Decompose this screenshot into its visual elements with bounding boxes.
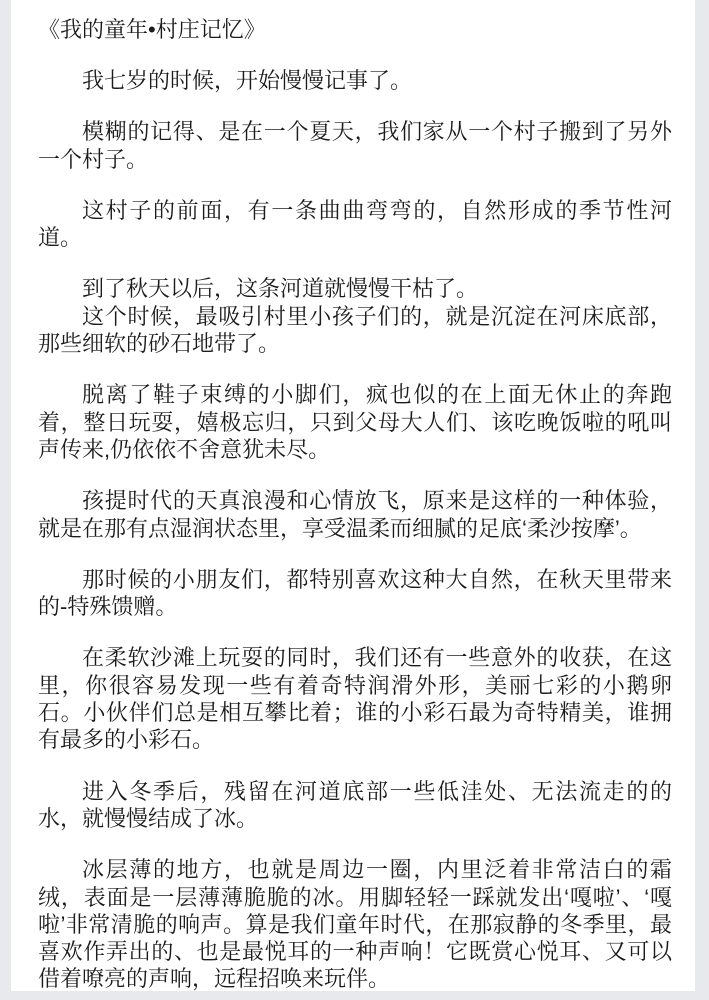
document-page bbox=[11, 0, 695, 991]
paragraph-block bbox=[38, 67, 672, 94]
document-title: 《我的童年•村庄记忆》 bbox=[38, 17, 266, 42]
paragraph: 到了秋天以后，这条河道就慢慢干枯了。 bbox=[82, 276, 479, 302]
paragraph-block bbox=[38, 381, 672, 463]
paragraph: 这村子的前面，有一条曲曲弯弯的，自然形成的季节性河道。 bbox=[38, 197, 672, 251]
paragraph: 我七岁的时候，开始慢慢记事了。 bbox=[82, 68, 413, 93]
paragraph: 孩提时代的天真浪漫和心情放飞，原来是这样的一种体验，就是在那有点湿润状态里，享受温柔而细腻的足底‘柔沙按摩’。 bbox=[38, 488, 672, 541]
paragraph: 冰层薄的地方，也就是周边一圈，内里泛着非常洁白的霜绒，表面是一层薄薄脆脆的冰。用脚轻轻一踩就发出‘嘎啦’、‘嘎啦’非常清脆的响声。算是我们童年时代，在那寂静的冬季里，最喜欢作弄出的、也是最悦耳的一种声响！它既赏心悦耳、又可以借着嘹亮的声响，远程招唤来玩伴。 bbox=[38, 857, 672, 991]
paragraph: 这个时候，最吸引村里小孩子们的，就是沉淀在河床底部，那些细软的砂石地带了。 bbox=[38, 303, 672, 357]
paragraph-block bbox=[38, 856, 672, 991]
paragraph-block bbox=[38, 778, 672, 833]
paragraph-block bbox=[38, 566, 672, 621]
paragraph-block bbox=[38, 118, 672, 173]
paragraph-block bbox=[38, 197, 672, 252]
paragraph: 模糊的记得、是在一个夏天，我们家从一个村子搬到了另外一个村子。 bbox=[38, 119, 672, 172]
paragraph: 进入冬季后，残留在河道底部一些低洼处、无法流走的的水，就慢慢结成了冰。 bbox=[38, 778, 672, 831]
paragraph: 在柔软沙滩上玩耍的同时，我们还有一些意外的收获，在这里，你很容易发现一些有着奇特润滑外形，美丽七彩的小鹅卵石。小伙伴们总是相互攀比着；谁的小彩石最为奇特精美，谁拥有最多的小彩石。 bbox=[38, 645, 672, 753]
document-body bbox=[38, 67, 672, 991]
paragraph: 脱离了鞋子束缚的小脚们，疯也似的在上面无休止的奔跑着，整日玩耍，嬉极忘归，只到父母大人们、该吃晚饭啦的吼叫声传来,仍依依不舍意犹未尽。 bbox=[38, 382, 672, 462]
paragraph-block bbox=[38, 644, 672, 753]
paragraph-block bbox=[38, 275, 672, 357]
paragraph: 那时候的小朋友们，都特别喜欢这种大自然，在秋天里带来的-特殊馈赠。 bbox=[38, 566, 672, 620]
paragraph-block bbox=[38, 487, 672, 542]
